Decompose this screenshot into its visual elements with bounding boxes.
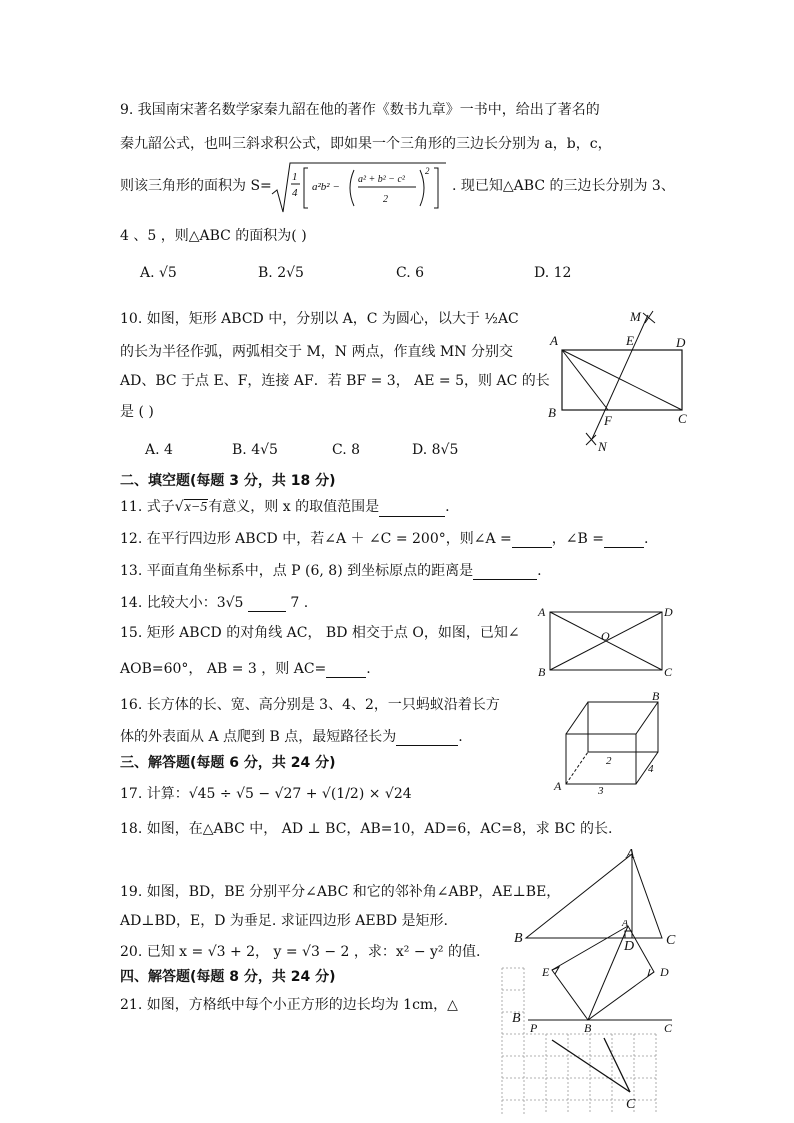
q15-blank[interactable] <box>326 663 366 678</box>
q19-label-e: E <box>542 965 550 979</box>
q19-label-b: B <box>584 1021 592 1035</box>
q9-line3-pre: 则该三角形的面积为 S= <box>120 178 272 194</box>
q9-line1: 9. 我国南宋著名数学家秦九韶在他的著作《数书九章》一书中，给出了著名的 <box>120 102 600 118</box>
q16-label-width: 4 <box>648 763 654 775</box>
q16-label-b: B <box>652 690 660 703</box>
q14 <box>120 595 308 612</box>
q11: 11. 式子√x−5有意义，则 x 的取值范围是 . <box>120 499 450 515</box>
q16-label-length: 3 <box>598 785 604 795</box>
q15-line2-wrap <box>120 661 371 678</box>
q9-option-a: A. √5 <box>140 265 177 281</box>
q15-label-o: O <box>601 629 610 643</box>
q16-end: . <box>458 729 463 745</box>
q21-label-b: B <box>512 1011 521 1026</box>
q15-label-c: C <box>664 665 673 679</box>
q10-line4: 是 ( ) <box>120 404 154 420</box>
q12-text: 12. 在平行四边形 ABCD 中，若∠A ＋ ∠C = 200°，则∠A = <box>120 531 512 547</box>
q19-line1: 19. 如图，BD，BE 分别平分∠ABC 和它的邻补角∠ABP，AE⊥BE， <box>120 884 561 900</box>
q10-line1: 10. 如图，矩形 ABCD 中，分别以 A，C 为圆心，以大于 ½AC <box>120 311 519 327</box>
q13 <box>120 563 542 580</box>
q18-label-d: D <box>624 939 635 951</box>
q18-text: 18. 如图，在△ABC 中， AD ⊥ BC，AB=10，AD=6，AC=8，求 BC 的长. <box>120 821 613 837</box>
q15-end: . <box>366 661 371 677</box>
q10-label-a: A <box>550 333 558 348</box>
svg-text:a²b² −: a²b² − <box>312 181 340 193</box>
q15-label-b: B <box>538 665 546 679</box>
svg-text:2: 2 <box>425 166 430 176</box>
q16-line2-wrap <box>120 729 463 746</box>
q10-line3: AD、BC 于点 E、F，连接 AF．若 BF = 3， AE = 5，则 AC 的长 <box>120 373 550 389</box>
q10-line2: 的长为半径作弧，两弧相交于 M，N 两点，作直线 MN 分别交 <box>120 344 513 360</box>
q9-line3-post: . 现已知△ABC 的三边长分别为 3、 <box>452 178 675 194</box>
svg-text:1: 1 <box>292 171 298 183</box>
q13-blank[interactable] <box>473 565 537 580</box>
q12-blank-b[interactable] <box>604 533 644 548</box>
q21-figure-grid <box>496 964 666 1119</box>
q11-end: . <box>445 499 450 515</box>
q10-label-m: M <box>630 309 641 324</box>
q21-label-c: C <box>626 1097 636 1112</box>
q14-post: 7 . <box>290 595 309 611</box>
q19-label-c: C <box>664 1021 673 1035</box>
q10-label-n: N <box>598 439 607 454</box>
q19-line2: AD⊥BD，E，D 为垂足. 求证四边形 AEBD 是矩形. <box>120 913 449 929</box>
q16-line1: 16. 长方体的长、宽、高分别是 3、4、2，一只蚂蚁沿着长方 <box>120 697 500 713</box>
q13-end: . <box>537 563 542 579</box>
q10-option-b: B. 4√5 <box>232 442 278 458</box>
q15-label-d: D <box>664 605 673 619</box>
q11-pre: 11. 式子 <box>120 499 175 515</box>
q16-figure-cuboid <box>548 690 668 795</box>
svg-text:a² + b² − c²: a² + b² − c² <box>358 174 405 185</box>
q10-label-d: D <box>676 335 686 350</box>
q12-blank-a[interactable] <box>512 533 552 548</box>
svg-text:2: 2 <box>383 194 388 205</box>
q11-radicand: x−5 <box>184 500 208 515</box>
section-2-heading: 二、填空题(每题 3 分，共 18 分) <box>120 473 336 489</box>
q15-figure-rectangle <box>530 602 680 682</box>
svg-text:4: 4 <box>292 187 298 199</box>
q14-blank[interactable] <box>248 597 286 612</box>
section-3-heading: 三、解答题(每题 6 分，共 24 分) <box>120 755 336 771</box>
q10-option-d: D. 8√5 <box>412 442 459 458</box>
q9-option-c: C. 6 <box>396 265 425 281</box>
q15-line1: 15. 矩形 ABCD 的对角线 AC， BD 相交于点 O，如图，已知∠ <box>120 625 520 641</box>
q12 <box>120 531 648 548</box>
q18-label-c: C <box>666 933 676 948</box>
grid-lines <box>502 968 656 1114</box>
q10-option-a: A. 4 <box>145 442 173 458</box>
q13-text: 13. 平面直角坐标系中，点 P (6, 8) 到坐标原点的距离是 <box>120 563 474 579</box>
q10-label-c: C <box>678 411 687 426</box>
q9-option-d: D. 12 <box>534 265 572 281</box>
q10-figure-rectangle <box>540 305 700 455</box>
q12-mid: ，∠B = <box>551 531 604 547</box>
q11-answer-blank[interactable] <box>379 502 445 517</box>
q19-label-d: D <box>660 965 669 979</box>
q19-label-a: A <box>622 920 629 929</box>
q18-label-a: A <box>626 847 635 862</box>
q10-label-f: F <box>604 413 612 428</box>
q16-blank[interactable] <box>396 731 458 746</box>
q16-line2: 体的外表面从 A 点爬到 B 点，最短路径长为 <box>120 729 397 745</box>
q15-line2: AOB=60°， AB = 3 ，则 AC= <box>120 661 327 677</box>
q16-label-height: 2 <box>606 755 612 767</box>
q19-label-p: P <box>530 1021 538 1035</box>
q12-end: . <box>643 531 649 547</box>
q18-label-b: B <box>514 931 523 946</box>
q14-pre: 14. 比较大小：3√5 <box>120 595 244 611</box>
heron-formula <box>270 160 450 216</box>
q9-option-b: B. 2√5 <box>258 265 304 281</box>
q16-label-a: A <box>554 779 562 793</box>
q9-line2: 秦九韶公式，也叫三斜求积公式，即如果一个三角形的三边长分别为 a，b，c， <box>120 136 612 152</box>
q17-text: 17. 计算：√45 ÷ √5 − √27 + √(1/2) × √24 <box>120 786 412 802</box>
q10-option-c: C. 8 <box>332 442 361 458</box>
q10-label-b: B <box>548 405 556 420</box>
q15-label-a: A <box>538 605 546 619</box>
section-4-heading: 四、解答题(每题 8 分，共 24 分) <box>120 969 336 985</box>
q10-label-e: E <box>626 333 634 348</box>
q11-post: 有意义，则 x 的取值范围是 <box>208 499 380 515</box>
q20-text: 20. 已知 x = √3 + 2， y = √3 − 2 ，求：x² − y² 的值. <box>120 944 481 960</box>
q21-text: 21. 如图，方格纸中每个小正方形的边长均为 1cm，△ <box>120 997 458 1013</box>
q9-line4: 4 、5 ，则△ABC 的面积为( ) <box>120 228 307 244</box>
